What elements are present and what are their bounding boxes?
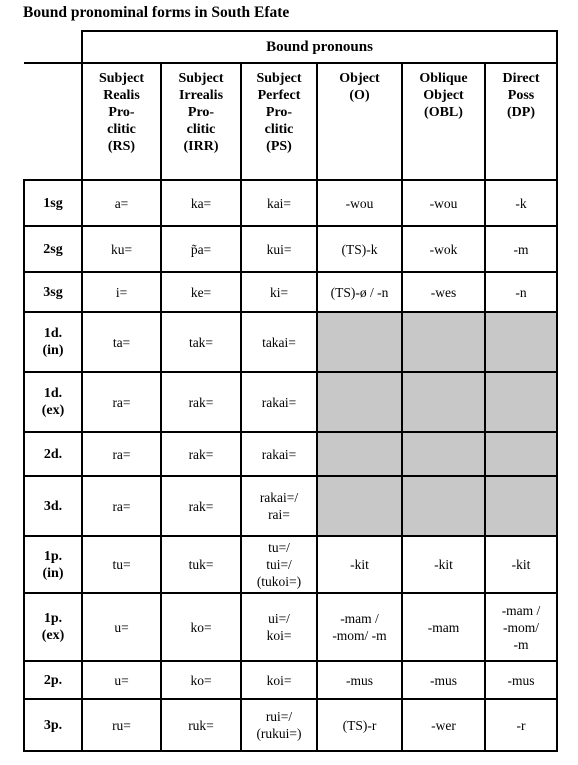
shaded-empty-cell xyxy=(485,432,557,476)
cell-line: -kit xyxy=(434,557,453,572)
row-label-line: (in) xyxy=(42,565,64,581)
table-row xyxy=(24,226,557,272)
cell-line: kui= xyxy=(266,241,292,257)
column-header-abbrev: (OBL) xyxy=(424,105,463,120)
table-cell xyxy=(485,699,557,751)
cell-line: ra= xyxy=(112,446,131,462)
cell-line: rai= xyxy=(268,507,290,522)
table-cell xyxy=(485,593,557,661)
cell-line: -m xyxy=(513,636,529,652)
cell-line: a= xyxy=(114,195,129,211)
cell-line: -mam / xyxy=(340,611,379,626)
shaded-empty-cell xyxy=(317,312,402,372)
column-header-abbrev: (O) xyxy=(349,88,370,103)
cell-line: ka= xyxy=(190,195,212,211)
row-label-line: (in) xyxy=(42,343,64,358)
table-cell xyxy=(317,226,402,272)
table-cell xyxy=(241,226,317,272)
column-header-line: Object xyxy=(339,71,380,86)
shaded-empty-cell xyxy=(485,372,557,432)
table-cell xyxy=(161,661,241,699)
row-label-line: 1d. xyxy=(43,386,63,401)
row-label-line: (ex) xyxy=(41,628,65,643)
table-cell xyxy=(241,593,317,661)
cell-line: -wou xyxy=(429,195,458,211)
cell-line: ru= xyxy=(112,717,131,733)
cell-line: ke= xyxy=(190,284,212,300)
cell-line: tu=/ xyxy=(268,540,290,555)
table-cell xyxy=(82,272,161,312)
cell-line: rakai= xyxy=(261,394,297,410)
table-cell xyxy=(241,661,317,699)
table-cell xyxy=(82,536,161,593)
cell-line: kai= xyxy=(266,195,292,211)
cell-line: -mom/ xyxy=(503,619,539,635)
table-cell xyxy=(241,372,317,432)
table-cell xyxy=(402,661,485,699)
cell-line: u= xyxy=(114,619,129,635)
cell-line: -kit xyxy=(350,557,369,572)
table-cell xyxy=(485,536,557,593)
row-label-line: 2sg xyxy=(43,241,63,257)
cell-line: ui=/ xyxy=(268,611,290,626)
column-header-line: Oblique xyxy=(419,71,468,86)
cell-line: -mus xyxy=(507,672,535,688)
cell-line: tui=/ xyxy=(266,557,292,572)
table-cell xyxy=(317,661,402,699)
table-cell xyxy=(402,593,485,661)
table-cell xyxy=(485,661,557,699)
table-cell xyxy=(402,226,485,272)
table-cell xyxy=(82,372,161,432)
column-header-line: Realis xyxy=(103,88,140,103)
column-header xyxy=(402,63,485,180)
table-row xyxy=(24,593,557,661)
cell-line: (TS)-r xyxy=(342,717,377,733)
column-header-line: Object xyxy=(423,88,464,103)
column-header-line: Perfect xyxy=(257,88,301,103)
table-cell xyxy=(485,272,557,312)
column-header-line: Subject xyxy=(98,71,145,86)
table-cell xyxy=(82,593,161,661)
row-label xyxy=(24,180,82,226)
table-cell xyxy=(161,180,241,226)
column-header-line: Direct xyxy=(502,71,540,86)
pronoun-table xyxy=(23,30,558,752)
cell-line: i= xyxy=(115,284,128,300)
row-label xyxy=(24,272,82,312)
table-row xyxy=(24,272,557,312)
row-label xyxy=(24,476,82,536)
corner-blank xyxy=(24,31,82,63)
row-label xyxy=(24,699,82,751)
column-header-line: clitic xyxy=(264,122,294,137)
cell-line: rui=/ xyxy=(265,709,293,724)
table-cell xyxy=(161,432,241,476)
cell-line: -wou xyxy=(345,195,374,211)
table-cell xyxy=(241,432,317,476)
table-cell xyxy=(241,180,317,226)
column-header-line: clitic xyxy=(186,122,216,137)
table-row xyxy=(24,476,557,536)
cell-line: -mam / xyxy=(501,602,541,618)
table-cell xyxy=(241,476,317,536)
cell-line: ki= xyxy=(269,284,289,300)
cell-line: p̃a= xyxy=(190,241,212,257)
cell-line: ra= xyxy=(112,498,131,514)
table-cell xyxy=(161,272,241,312)
row-label-line: 1sg xyxy=(43,195,63,211)
table-cell xyxy=(241,272,317,312)
row-label-line: 3p. xyxy=(43,717,63,733)
cell-line: ta= xyxy=(112,334,131,350)
cell-line: -mus xyxy=(346,672,373,688)
shaded-empty-cell xyxy=(317,432,402,476)
cell-line: ko= xyxy=(190,619,212,635)
table-row xyxy=(24,536,557,593)
row-label xyxy=(24,372,82,432)
column-header xyxy=(161,63,241,180)
cell-line: (tukoi=) xyxy=(256,574,302,589)
column-header-line: (IRR) xyxy=(183,139,219,154)
row-label-line: 1p. xyxy=(43,548,63,564)
table-cell xyxy=(317,180,402,226)
column-header-line: (RS) xyxy=(107,139,136,154)
cell-line: -wok xyxy=(429,241,458,257)
table-cell xyxy=(402,180,485,226)
table-cell xyxy=(402,272,485,312)
column-header-line: clitic xyxy=(107,122,136,137)
table-cell xyxy=(161,476,241,536)
column-header-line: Pro- xyxy=(187,105,215,120)
cell-line: rak= xyxy=(188,446,214,462)
table-cell xyxy=(317,593,402,661)
row-label xyxy=(24,536,82,593)
cell-line: (rukui=) xyxy=(256,726,302,741)
table-cell xyxy=(241,312,317,372)
table-row xyxy=(24,699,557,751)
cell-line: ruk= xyxy=(188,717,214,733)
cell-line: ko= xyxy=(190,672,212,688)
cell-line: ra= xyxy=(112,394,131,410)
row-label xyxy=(24,226,82,272)
cell-line: tak= xyxy=(188,334,214,350)
table-cell xyxy=(82,180,161,226)
table-cell xyxy=(317,699,402,751)
cell-line: rakai= xyxy=(261,446,297,462)
table-cell xyxy=(161,536,241,593)
column-header xyxy=(317,63,402,180)
cell-line: rak= xyxy=(188,498,214,514)
column-header-line: (PS) xyxy=(266,139,292,154)
table-row xyxy=(24,180,557,226)
column-header-abbrev: (DP) xyxy=(507,105,535,120)
cell-line: -m xyxy=(513,241,529,257)
row-label-line: 2p. xyxy=(43,672,63,688)
shaded-empty-cell xyxy=(317,476,402,536)
shaded-empty-cell xyxy=(402,312,485,372)
column-header-line: Pro- xyxy=(108,105,135,120)
cell-line: -kit xyxy=(511,557,531,572)
cell-line: -mam xyxy=(427,619,460,635)
table-cell xyxy=(82,226,161,272)
table-row xyxy=(24,661,557,699)
cell-line: -mus xyxy=(430,672,457,688)
row-label-line: 3sg xyxy=(43,284,63,300)
row-label-line: (ex) xyxy=(41,403,65,418)
table-cell xyxy=(241,536,317,593)
table-cell xyxy=(402,536,485,593)
shaded-empty-cell xyxy=(402,372,485,432)
column-header-line: Irrealis xyxy=(178,88,224,103)
cell-line: tu= xyxy=(112,557,131,572)
cell-line: -k xyxy=(515,195,527,211)
cell-line: (TS)-ø / -n xyxy=(330,284,389,300)
column-header xyxy=(241,63,317,180)
row-label-line: 2d. xyxy=(43,446,63,462)
cell-line: koi= xyxy=(266,672,292,688)
cell-line: rakai=/ xyxy=(259,490,299,505)
cell-line: (TS)-k xyxy=(341,241,378,257)
column-header-line: Subject xyxy=(178,71,224,86)
cell-line: -wer xyxy=(431,717,456,733)
cell-line: -mom/ -m xyxy=(332,628,387,643)
table-cell xyxy=(82,312,161,372)
cell-line: rak= xyxy=(188,394,214,410)
table-cell xyxy=(485,180,557,226)
cell-line: takai= xyxy=(262,334,296,350)
table-cell xyxy=(82,432,161,476)
table-cell xyxy=(485,226,557,272)
shaded-empty-cell xyxy=(317,372,402,432)
table-row xyxy=(24,432,557,476)
row-label xyxy=(24,593,82,661)
group-header: Bound pronouns xyxy=(82,31,557,63)
table-cell xyxy=(82,661,161,699)
table-cell xyxy=(317,272,402,312)
cell-line: u= xyxy=(114,672,129,688)
shaded-empty-cell xyxy=(485,476,557,536)
table-row xyxy=(24,312,557,372)
cell-line: -wes xyxy=(430,284,457,300)
table-cell xyxy=(82,476,161,536)
shaded-empty-cell xyxy=(402,476,485,536)
table-cell xyxy=(241,699,317,751)
table-cell xyxy=(82,699,161,751)
table-cell xyxy=(161,593,241,661)
table-cell xyxy=(161,699,241,751)
cell-line: ku= xyxy=(110,241,133,257)
column-header-line: Poss xyxy=(507,88,535,103)
column-header-line: Subject xyxy=(256,71,302,86)
cell-line: -n xyxy=(515,284,527,300)
row-label-line: 1d. xyxy=(43,326,63,341)
table-row xyxy=(24,372,557,432)
row-label xyxy=(24,312,82,372)
table-title: Bound pronominal forms in South Efate xyxy=(23,4,290,21)
corner-blank-lower xyxy=(24,63,82,180)
table-cell xyxy=(161,312,241,372)
column-header-line: Pro- xyxy=(265,105,293,120)
table-cell xyxy=(402,699,485,751)
row-label-line: 3d. xyxy=(43,498,63,514)
shaded-empty-cell xyxy=(485,312,557,372)
column-header xyxy=(485,63,557,180)
row-label xyxy=(24,661,82,699)
cell-line: koi= xyxy=(266,628,292,643)
row-label xyxy=(24,432,82,476)
table-cell xyxy=(161,226,241,272)
table-cell xyxy=(161,372,241,432)
cell-line: -r xyxy=(516,717,526,733)
row-label-line: 1p. xyxy=(43,611,63,626)
shaded-empty-cell xyxy=(402,432,485,476)
cell-line: tuk= xyxy=(188,557,214,572)
table-cell xyxy=(317,536,402,593)
column-header xyxy=(82,63,161,180)
